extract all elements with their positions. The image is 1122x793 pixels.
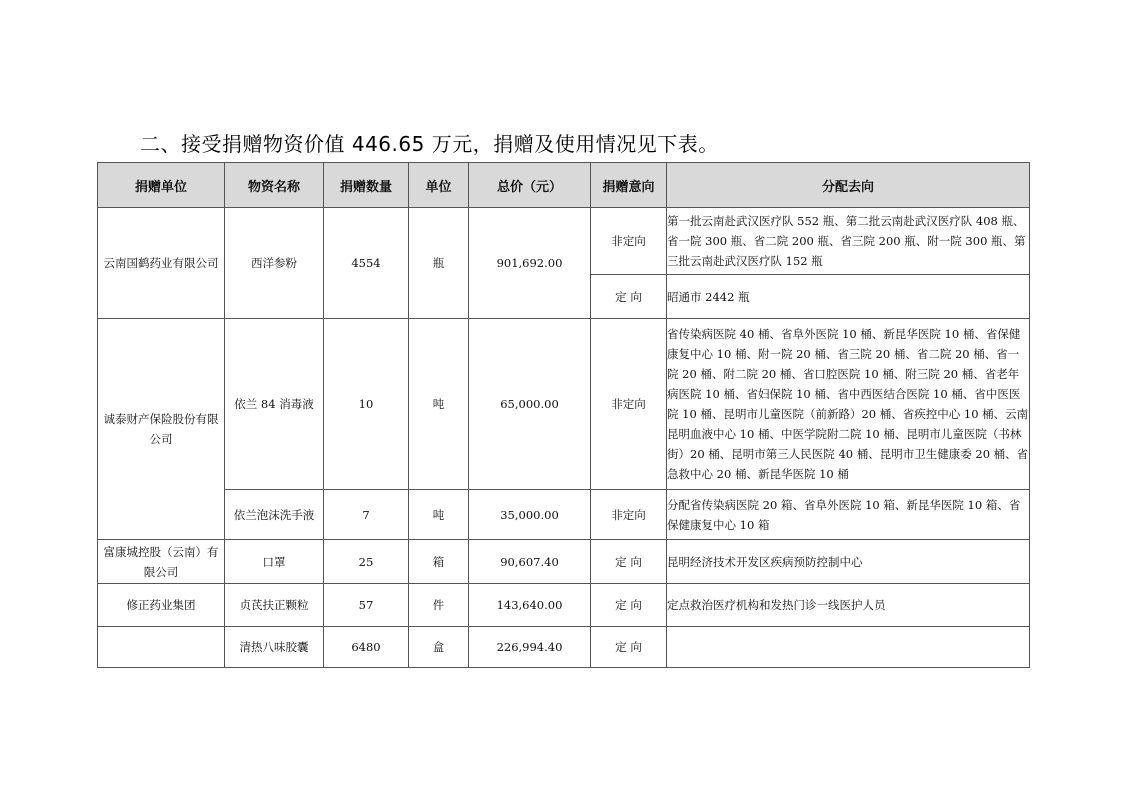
intent-cell: 定 向 [591,540,667,584]
header-total: 总价（元） [469,163,591,208]
item-cell: 依兰 84 消毒液 [225,319,324,490]
table-row [98,584,1030,627]
table-row [98,319,1030,490]
unit-cell: 吨 [409,490,469,540]
quantity-cell: 57 [324,584,409,627]
header-item: 物资名称 [225,163,324,208]
total-cell: 226,994.40 [469,627,591,668]
table-header-row [98,163,1030,208]
intent-cell: 非定向 [591,319,667,490]
allocation-cell: 分配省传染病医院 20 箱、省阜外医院 10 箱、新昆华医院 10 箱、省保健康复中心 10 箱 [667,490,1030,540]
quantity-cell: 10 [324,319,409,490]
quantity-cell: 4554 [324,208,409,319]
item-cell: 西洋参粉 [225,208,324,319]
quantity-cell: 7 [324,490,409,540]
donor-cell: 诚泰财产保险股份有限公司 [98,319,225,540]
item-cell: 贞芪扶正颗粒 [225,584,324,627]
allocation-cell: 定点救治医疗机构和发热门诊一线医护人员 [667,584,1030,627]
unit-cell: 箱 [409,540,469,584]
intent-cell: 定 向 [591,627,667,668]
total-cell: 901,692.00 [469,208,591,319]
allocation-cell: 省传染病医院 40 桶、省阜外医院 10 桶、新昆华医院 10 桶、省保健康复中心 10 桶、附一院 20 桶、省三院 20 桶、省二院 20 桶、省一院 20 桶、附二院 20 桶、省口腔医院 10 桶、附三院 20 桶、省老年病医院 10 桶、省妇保院 10 桶、省中西医结合医院 10 桶、省中医医院 10 桶、昆明市儿童医院（前新路）20 桶、省疾控中心 10 桶、云南昆明血液中心 10 桶、中医学院附二院 10 桶、昆明市儿童医院（书林街）20 桶、昆明市第三人民医院 40 桶、昆明市卫生健康委 20 桶、省急救中心 20 桶、新昆华医院 10 桶 [667,319,1030,490]
allocation-cell: 第一批云南赴武汉医疗队 552 瓶、第二批云南赴武汉医疗队 408 瓶、省一院 300 瓶、省二院 200 瓶、省三院 200 瓶、附一院 300 瓶、第三批云南赴武汉医疗队 152 瓶 [667,208,1030,275]
quantity-cell: 6480 [324,627,409,668]
table-row [98,627,1030,668]
allocation-cell: 昆明经济技术开发区疾病预防控制中心 [667,540,1030,584]
unit-cell: 件 [409,584,469,627]
item-cell: 口罩 [225,540,324,584]
total-cell: 143,640.00 [469,584,591,627]
section-heading: 二、接受捐赠物资价值 446.65 万元，捐赠及使用情况见下表。 [140,132,719,156]
donor-cell [98,627,225,668]
quantity-cell: 25 [324,540,409,584]
donation-table [97,162,1030,668]
intent-cell: 定 向 [591,584,667,627]
table-row [98,490,1030,540]
unit-cell: 吨 [409,319,469,490]
total-cell: 90,607.40 [469,540,591,584]
table-row [98,540,1030,584]
intent-cell: 定 向 [591,275,667,319]
item-cell: 清热八味胶囊 [225,627,324,668]
item-cell: 依兰泡沫洗手液 [225,490,324,540]
allocation-cell [667,627,1030,668]
intent-cell: 非定向 [591,208,667,275]
intent-cell: 非定向 [591,490,667,540]
total-cell: 35,000.00 [469,490,591,540]
donor-cell: 云南国鹤药业有限公司 [98,208,225,319]
header-quantity: 捐赠数量 [324,163,409,208]
header-allocation: 分配去向 [667,163,1030,208]
total-cell: 65,000.00 [469,319,591,490]
header-unit: 单位 [409,163,469,208]
donor-cell: 修正药业集团 [98,584,225,627]
table-row [98,208,1030,275]
header-intent: 捐赠意向 [591,163,667,208]
header-donor: 捐赠单位 [98,163,225,208]
allocation-cell: 昭通市 2442 瓶 [667,275,1030,319]
donor-cell: 富康城控股（云南）有限公司 [98,540,225,584]
unit-cell: 瓶 [409,208,469,319]
unit-cell: 盒 [409,627,469,668]
